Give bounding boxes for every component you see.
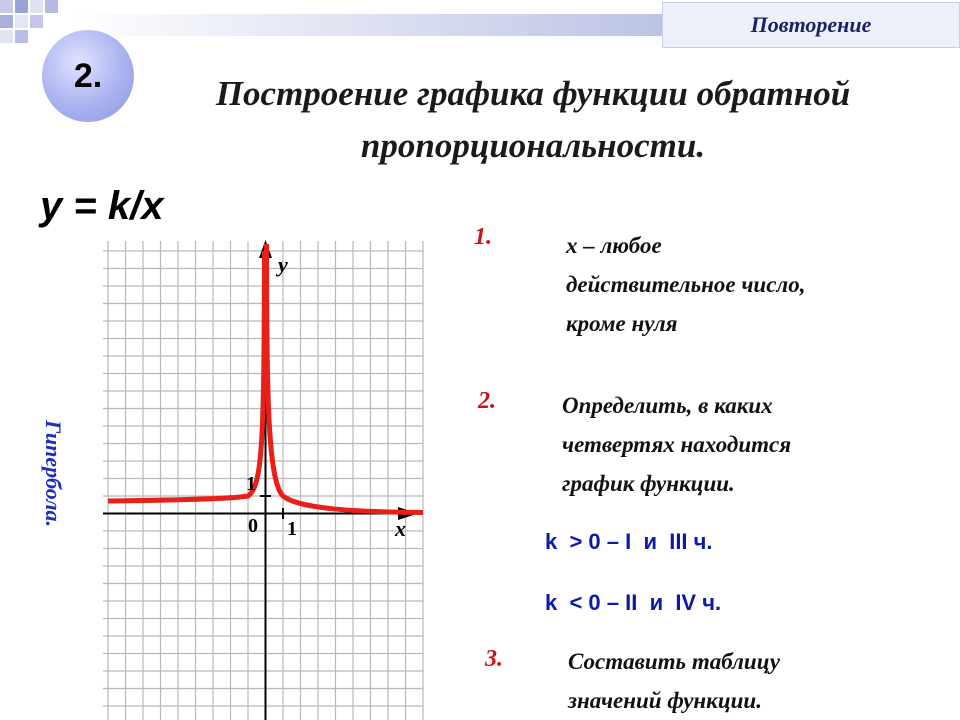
origin-label: 0 [248, 515, 258, 537]
point-2-line-1: Определить, в каких [562, 393, 773, 418]
y-axis-label: y [278, 252, 288, 277]
slide-number: 2. [42, 30, 134, 122]
branch-first-quarter [267, 244, 424, 513]
point-3-line-2: значений функции. [568, 688, 762, 713]
point-1-line-3: кроме нуля [566, 311, 678, 336]
title-line-2: пропорциональности. [360, 126, 706, 165]
title-line-1: Построение графика функции обратной [215, 74, 851, 113]
x-axis-label: x [395, 516, 406, 541]
hyperbola-label: Гипербола. [41, 420, 66, 528]
case-k-positive: k > 0 – I и III ч. [545, 529, 713, 554]
point-1-text [566, 226, 805, 343]
point-3-line-1: Составить таблицу [568, 649, 780, 674]
hyperbola-graph [98, 236, 428, 720]
point-1-number: 1. [474, 224, 492, 250]
point-3-number: 3. [485, 646, 503, 672]
point-2-text [562, 386, 791, 503]
point-1-line-1: х – любое [566, 233, 662, 258]
x-tick-label: 1 [287, 518, 297, 540]
point-2-line-2: четвертях находится [562, 432, 792, 457]
point-2-line-3: график функции. [562, 471, 735, 496]
case-k-negative: k < 0 – II и IV ч. [545, 590, 722, 615]
point-3-text [568, 642, 780, 720]
branch-third-quarter [108, 251, 265, 501]
point-2-number: 2. [478, 388, 496, 414]
axes [103, 244, 416, 720]
page-title [128, 68, 938, 172]
repeat-badge: Повторение [662, 2, 960, 48]
formula: y = k/x [40, 184, 164, 228]
y-tick-label: 1 [246, 473, 256, 495]
point-1-line-2: действительное число, [566, 272, 806, 297]
